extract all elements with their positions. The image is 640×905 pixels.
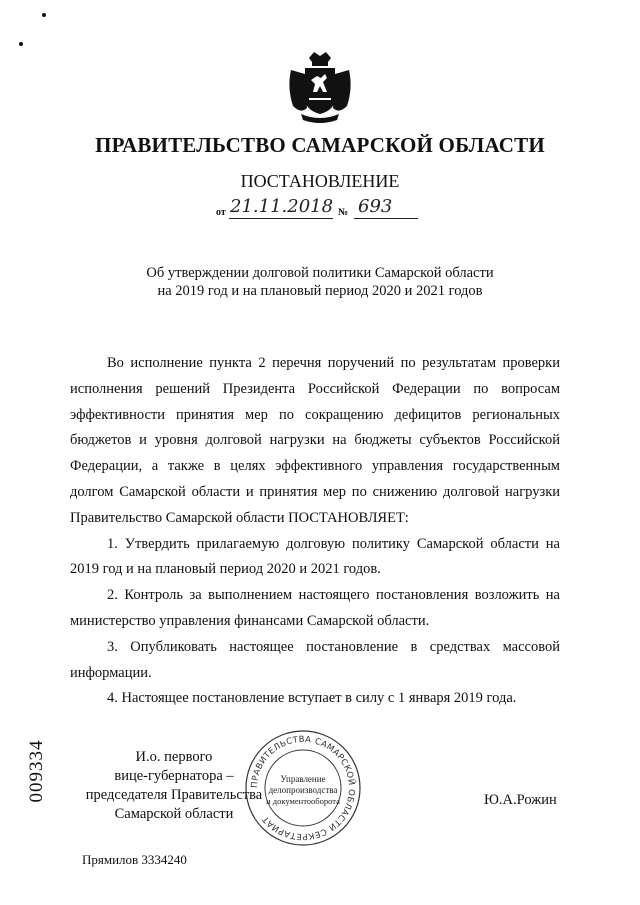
date-underline xyxy=(229,218,333,219)
preamble-paragraph: Во исполнение пункта 2 перечня поручений по результатам проверки исполнения решений Президента Российской Федерации по вопросам эффективности принятия мер по сокращению дефицитов региональных бюджетов и уровня долговой нагрузки на бюджеты субъектов Российской Федерации, а также в целях эффективного управления государственным долгом Самарской области и принятия мер по снижению долговой нагрузки Правительство Самарской области ПОСТАНОВЛЯЕТ: xyxy=(70,355,560,526)
number-underline xyxy=(354,218,418,219)
signatory-title xyxy=(84,748,264,824)
stamp-center-text: делопроизводства xyxy=(268,785,338,795)
registration-number-text: 009334 xyxy=(26,739,47,803)
resolution-item: 2. Контроль за выполнением настоящего постановления возложить на министерство управления финансами Самарской области. xyxy=(70,587,560,629)
stamp-center-text: и документооборота xyxy=(266,796,340,806)
document-type: ПОСТАНОВЛЕНИЕ xyxy=(240,171,400,191)
margin-mark xyxy=(42,13,46,17)
signatory-title-line: председателя Правительства xyxy=(85,787,263,803)
resolution-item: 4. Настоящее постановление вступает в силу с 1 января 2019 года. xyxy=(107,690,517,707)
registration-number xyxy=(18,720,58,830)
stamp-center-text: Управление xyxy=(280,774,326,784)
date-label: от xyxy=(216,207,226,218)
date-number-line xyxy=(216,198,436,220)
resolution-item: 3. Опубликовать настоящее постановление в средствах массовой информации. xyxy=(70,638,560,681)
subject-line: на 2019 год и на плановый период 2020 и 2021 годов xyxy=(157,283,483,299)
government-title: ПРАВИТЕЛЬСТВО САМАРСКОЙ ОБЛАСТИ xyxy=(95,133,545,157)
date-value: 21.11.2018 xyxy=(230,196,334,217)
signatory-name: Ю.А.Рожин xyxy=(484,792,557,808)
signatory-title-line: И.о. первого xyxy=(135,749,213,765)
stamp-ring-text: ПРАВИТЕЛЬСТВА САМАРСКОЙ ОБЛАСТИ СЕКРЕТАРИАТ xyxy=(249,734,357,842)
coat-of-arms-emblem xyxy=(287,48,353,126)
resolution-item: 1. Утвердить прилагаемую долговую политику Самарской области на 2019 год и на плановый период 2020 и 2021 годов. xyxy=(70,535,560,578)
official-stamp xyxy=(243,728,363,848)
margin-mark xyxy=(19,42,23,46)
number-label: № xyxy=(338,207,349,218)
signatory-title-line: Самарской области xyxy=(114,806,234,822)
document-body xyxy=(70,351,560,712)
executor-note: Прямилов 3334240 xyxy=(82,852,187,867)
document-subject xyxy=(0,264,640,300)
signatory-title-line: вице-губернатора – xyxy=(114,768,234,784)
subject-line: Об утверждении долговой политики Самарской области xyxy=(146,265,494,281)
number-value: 693 xyxy=(358,196,393,217)
